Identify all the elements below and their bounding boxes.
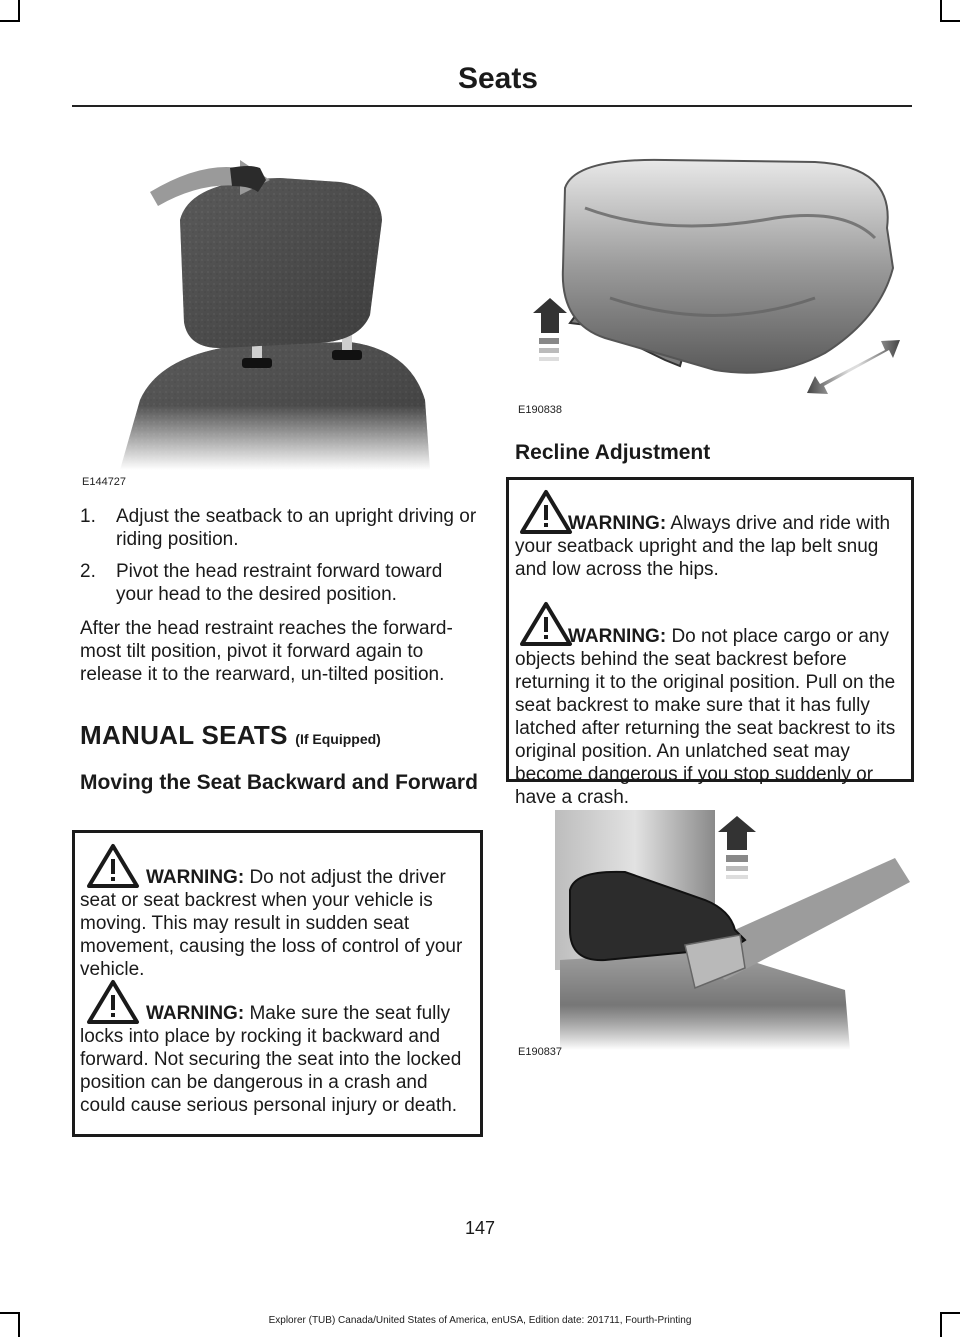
figure-code: E190837 xyxy=(518,1046,563,1058)
section-qualifier: (If Equipped) xyxy=(295,731,381,747)
step-text: Adjust the seatback to an upright driving or riding position. xyxy=(116,506,477,550)
warning-text xyxy=(80,866,476,981)
edition-footer: Explorer (TUB) Canada/United States of America, enUSA, Edition date: 201711, Fourth-Printing xyxy=(268,1315,692,1326)
warning-label: WARNING: xyxy=(568,626,667,647)
warning-text xyxy=(515,512,909,581)
warning-label: WARNING: xyxy=(568,513,667,534)
crop-mark xyxy=(940,1312,960,1314)
page-number: 147 xyxy=(464,1218,496,1238)
instruction-list xyxy=(80,505,480,615)
warning-body: Do not adjust the driver seat or seat backrest when your vehicle is moving. This may result in sudden seat movement, causing the loss of control of your vehicle. xyxy=(80,867,463,980)
seat-cushion-figure xyxy=(515,148,915,408)
figure-code: E144727 xyxy=(82,476,127,488)
subsection-heading: Moving the Seat Backward and Forward xyxy=(80,771,478,794)
list-item xyxy=(80,560,480,606)
warning-label: WARNING: xyxy=(146,1003,245,1024)
warning-text xyxy=(80,1002,476,1117)
warning-body: Make sure the seat fully locks into place by rocking it backward and forward. Not securing the seat into the locked position can be dangerous in a crash and could cause serious personal injury or death. xyxy=(80,1003,462,1116)
head-restraint-figure xyxy=(80,150,480,470)
subsection-heading: Recline Adjustment xyxy=(515,441,711,464)
crop-mark xyxy=(0,20,20,22)
warning-body: Do not place cargo or any objects behind the seat backrest before returning it to the original position. Pull on the seat backrest to make sure that it has fully latched after returning the seat backrest to its original position. An unlatched seat may become dangerous if you stop suddenly or have a crash. xyxy=(515,626,896,808)
crop-mark xyxy=(940,0,942,22)
step-number: 1. xyxy=(80,506,96,527)
warning-label: WARNING: xyxy=(146,867,245,888)
crop-mark xyxy=(18,0,20,22)
warning-text xyxy=(515,625,909,809)
page-title: Seats xyxy=(457,62,538,95)
step-number: 2. xyxy=(80,561,96,582)
warning-body: Always drive and ride with your seatback upright and the lap belt snug and low across the hips. xyxy=(515,513,891,580)
list-item xyxy=(80,505,480,551)
figure-code: E190838 xyxy=(518,404,563,416)
recline-figure xyxy=(515,810,915,1050)
crop-mark xyxy=(940,20,960,22)
step-text: Pivot the head restraint forward toward your head to the desired position. xyxy=(116,561,443,605)
body-paragraph: After the head restraint reaches the forward-most tilt position, pivot it forward again to release it to the rearward, un-tilted position. xyxy=(80,618,453,685)
crop-mark xyxy=(0,1312,20,1314)
section-heading xyxy=(80,720,381,751)
header-divider xyxy=(72,105,912,107)
section-heading-text: MANUAL SEATS xyxy=(80,720,288,750)
